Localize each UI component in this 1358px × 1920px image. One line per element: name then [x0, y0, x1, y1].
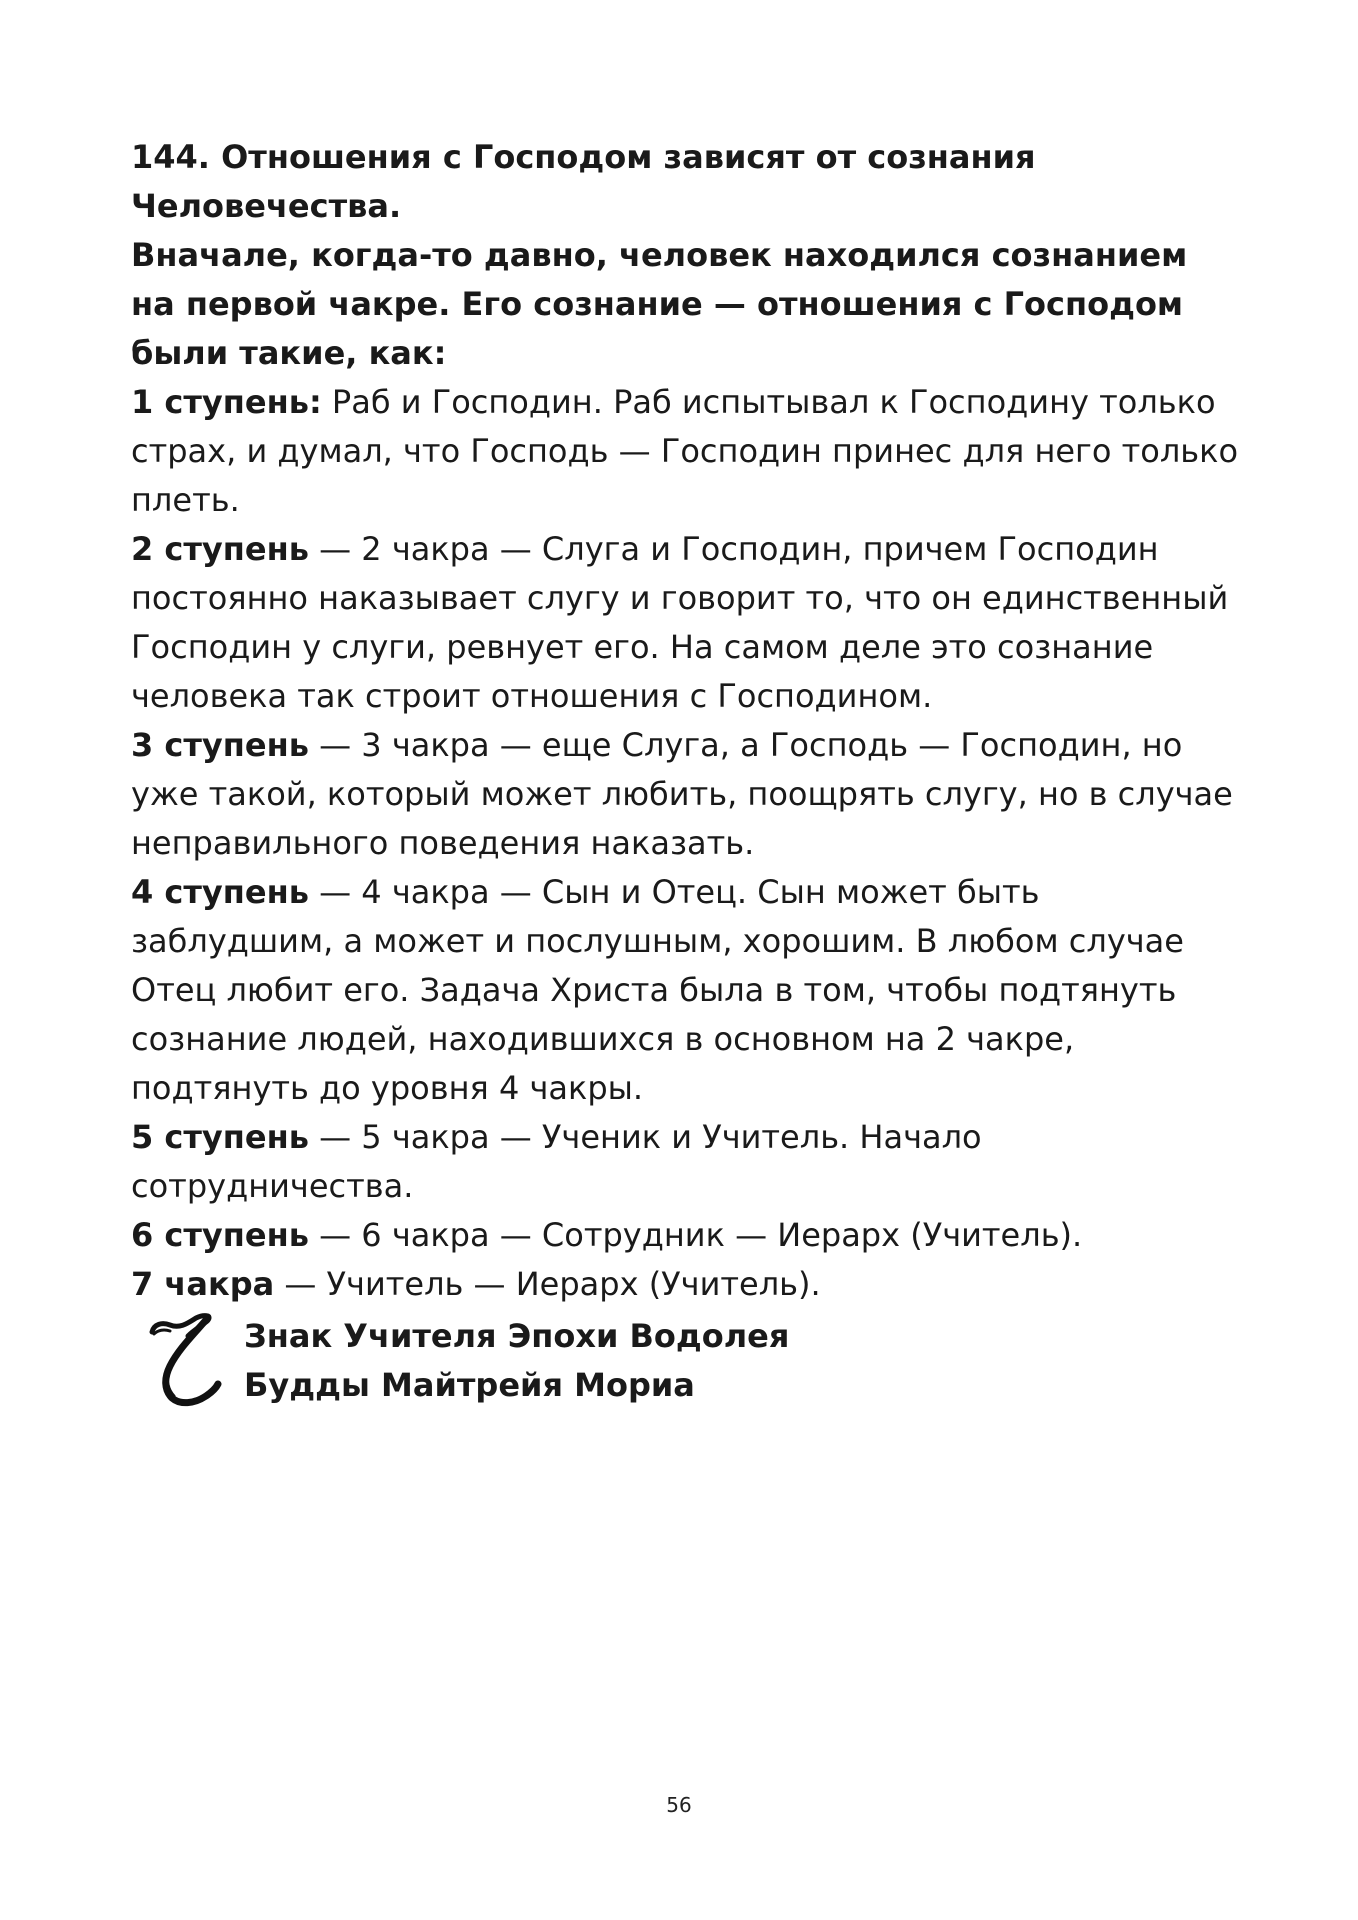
stage-7-label: 7 чакра	[131, 1265, 275, 1303]
stage-2	[131, 525, 1241, 721]
stage-6	[131, 1211, 1241, 1260]
stage-7-text: — Учитель — Иерарх (Учитель).	[274, 1265, 821, 1303]
stage-2-label: 2 ступень	[131, 530, 309, 568]
signature-line-1: Знак Учителя Эпохи Водолея	[244, 1317, 790, 1355]
stage-4	[131, 868, 1241, 1113]
stage-5	[131, 1113, 1241, 1211]
stage-6-label: 6 ступень	[131, 1216, 309, 1254]
stage-3-label: 3 ступень	[131, 726, 309, 764]
stage-2-text: — 2 чакра — Слуга и Господин, причем Господин постоянно наказывает слугу и говорит то, что он единственный Господин у слуги, ревнует его. На самом деле это сознание человека так строит отношения с Господином.	[131, 530, 1229, 715]
teacher-sign-icon	[148, 1310, 223, 1410]
section-title: 144. Отношения с Господом зависят от сознания Человечества.	[131, 138, 1036, 225]
stage-4-text: — 4 чакра — Сын и Отец. Сын может быть заблудшим, а может и послушным, хорошим. В любом случае Отец любит его. Задача Христа была в том, чтобы подтянуть сознание людей, находившихся в основном на 2 чакре, подтянуть до уровня 4 чакры.	[131, 873, 1184, 1107]
section-intro: Вначале, когда-то давно, человек находился сознанием на первой чакре. Его сознание — отношения с Господом были такие, как:	[131, 236, 1188, 372]
page-number: 56	[666, 1793, 692, 1817]
stage-7	[131, 1260, 1241, 1309]
stage-6-text: — 6 чакра — Сотрудник — Иерарх (Учитель).	[308, 1216, 1083, 1254]
document-body	[131, 133, 1241, 1309]
stage-1-text: Раб и Господин. Раб испытывал к Господину только страх, и думал, что Господь — Господин принес для него только плеть.	[131, 383, 1239, 519]
stage-1-label: 1 ступень:	[131, 383, 322, 421]
stage-5-text: — 5 чакра — Ученик и Учитель. Начало сотрудничества.	[131, 1118, 982, 1205]
stage-4-label: 4 ступень	[131, 873, 309, 911]
signature-block	[148, 1310, 968, 1420]
stage-3-text: — 3 чакра — еще Слуга, а Господь — Господин, но уже такой, который может любить, поощрять слугу, но в случае неправильного поведения наказать.	[131, 726, 1233, 862]
stage-1	[131, 378, 1241, 525]
stage-5-label: 5 ступень	[131, 1118, 309, 1156]
signature-line-2: Будды Майтрейя Мориа	[244, 1366, 695, 1404]
signature-text	[244, 1312, 789, 1410]
stage-3	[131, 721, 1241, 868]
